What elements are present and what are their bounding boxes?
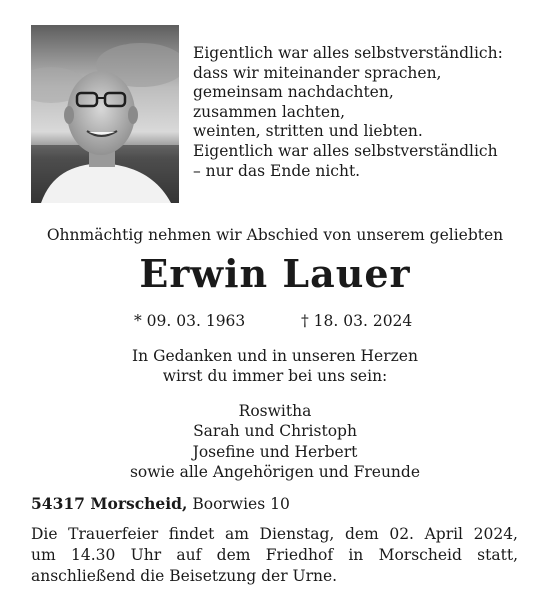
poem-line: Eigentlich war alles selbstverständlich <box>193 141 498 160</box>
mourner: Josefine und Herbert <box>192 442 358 461</box>
portrait-photo <box>31 25 179 203</box>
deceased-name: Erwin Lauer <box>139 251 411 296</box>
mourners-list <box>0 401 550 483</box>
ceremony-line: anschließend die Beisetzung der Urne. <box>31 567 338 585</box>
ceremony-line: um 14.30 Uhr auf dem Friedhof in Morscheid statt, <box>31 546 518 564</box>
poem-line: – nur das Ende nicht. <box>193 161 361 180</box>
mourner: Roswitha <box>238 402 312 420</box>
ceremony-details <box>31 524 518 587</box>
portrait-image <box>31 25 179 203</box>
poem-line: Eigentlich war alles selbstverständlich: <box>193 44 503 62</box>
mourner: Sarah und Christoph <box>193 422 357 441</box>
family-address <box>31 494 290 513</box>
poem-line: gemeinsam nachdachten, <box>193 83 394 102</box>
death-date: † 18. 03. 2024 <box>301 312 413 330</box>
poem-line: zusammen lachten, <box>193 102 345 121</box>
mourner: sowie alle Angehörigen und Freunde <box>129 463 421 482</box>
poem-line: weinten, stritten und liebten. <box>193 122 423 141</box>
remembrance-line: In Gedanken und in unseren Herzen <box>132 347 418 365</box>
poem-line: dass wir miteinander sprachen, <box>193 63 442 82</box>
birth-date: * 09. 03. 1963 <box>134 312 246 330</box>
ceremony-line: Die Trauerfeier findet am Dienstag, dem 02. April 2024, <box>31 525 518 543</box>
poem <box>193 44 523 181</box>
remembrance-text <box>0 346 550 386</box>
farewell-intro: Ohnmächtig nehmen wir Abschied von unserem geliebten <box>46 226 504 244</box>
address-street: Boorwies 10 <box>192 495 290 513</box>
remembrance-line: wirst du immer bei uns sein: <box>162 367 388 385</box>
address-place: 54317 Morscheid, <box>31 494 188 513</box>
